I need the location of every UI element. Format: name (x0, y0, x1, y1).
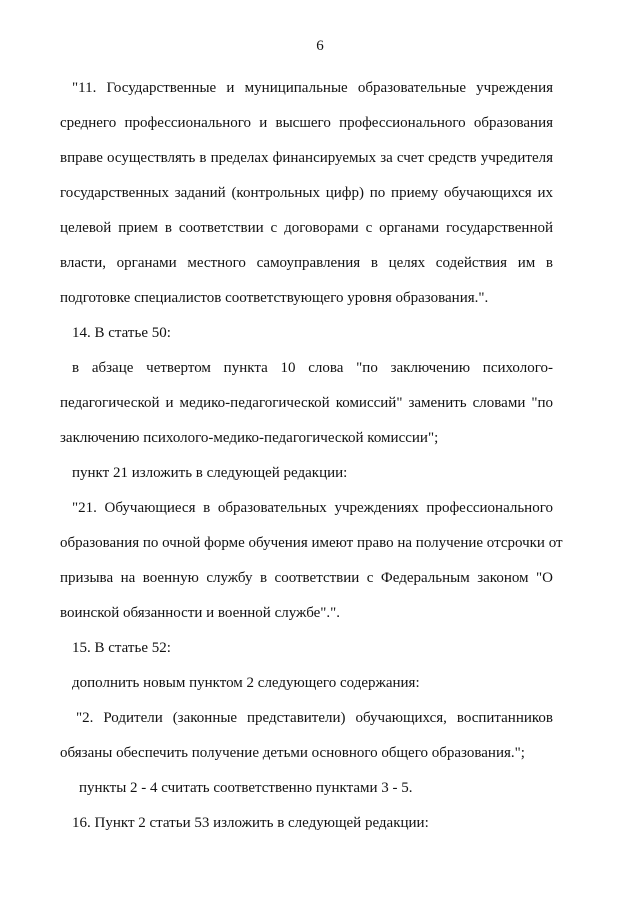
text-line: в абзаце четвертом пункта 10 слова "по заключению психолого- (72, 360, 553, 376)
text-line: заключению психолого-медико-педагогической комиссии"; (60, 430, 439, 446)
text-line: "11. Государственные и муниципальные образовательные учреждения (72, 80, 553, 96)
text-line: обязаны обеспечить получение детьми основного общего образования."; (60, 745, 525, 761)
text-line: целевой прием в соответствии с договорами с органами государственной (60, 220, 553, 236)
text-line: вправе осуществлять в пределах финансируемых за счет средств учредителя (60, 150, 553, 166)
text-line: образования по очной форме обучения имеют право на получение отсрочки от (60, 535, 563, 551)
text-line: "21. Обучающиеся в образовательных учреждениях профессионального (72, 500, 553, 516)
text-line: государственных заданий (контрольных цифр) по приему обучающихся их (60, 185, 553, 201)
text-line: подготовке специалистов соответствующего уровня образования.". (60, 290, 489, 306)
text-line: дополнить новым пунктом 2 следующего содержания: (72, 675, 420, 691)
section-heading: 16. Пункт 2 статьи 53 изложить в следующей редакции: (72, 815, 429, 831)
text-line: пункт 21 изложить в следующей редакции: (72, 465, 348, 481)
text-line: власти, органами местного самоуправления в целях содействия им в (60, 255, 553, 271)
text-line: "2. Родители (законные представители) обучающихся, воспитанников (76, 710, 553, 726)
page-number: 6 (316, 38, 324, 54)
text-line: среднего профессионального и высшего профессионального образования (60, 115, 553, 131)
section-heading: 15. В статье 52: (72, 640, 171, 656)
text-line: педагогической и медико-педагогической комиссий" заменить словами "по (60, 395, 553, 411)
text-line: призыва на военную службу в соответствии с Федеральным законом "О (60, 570, 553, 586)
text-line: воинской обязанности и военной службе".". (60, 605, 341, 621)
section-heading: 14. В статье 50: (72, 325, 171, 341)
text-line: пункты 2 - 4 считать соответственно пунктами 3 - 5. (79, 780, 413, 796)
